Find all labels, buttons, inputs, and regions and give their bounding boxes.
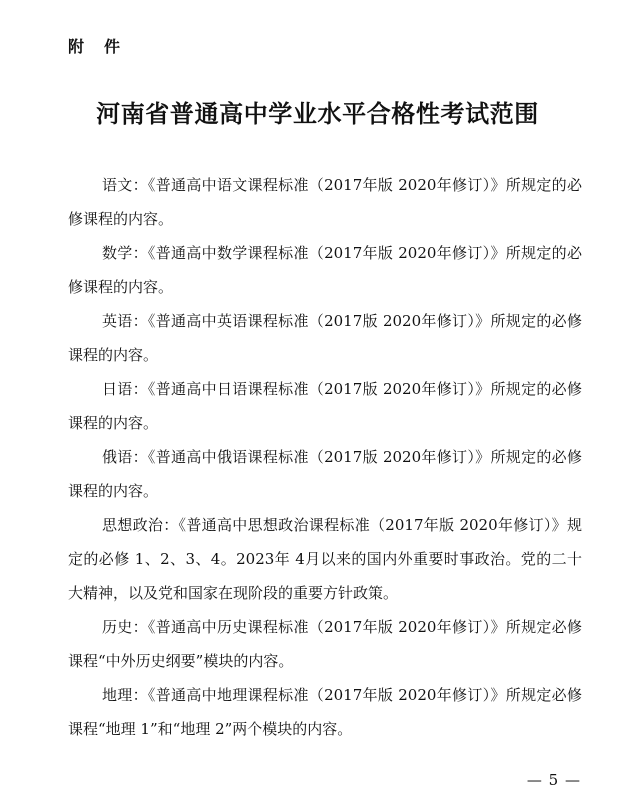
section-subject: 俄语： — [102, 448, 148, 466]
section-politics — [68, 508, 582, 610]
section-subject: 数学： — [102, 244, 148, 262]
section-text: 《普通高中地理课程标准（2017年版 2020年修订）》所规定必修课程“地理 1”和“地理 2”两个模块的内容。 — [68, 686, 582, 738]
section-subject: 日语： — [102, 380, 148, 398]
section-russian — [68, 440, 582, 508]
section-text: 《普通高中历史课程标准（2017年版 2020年修订）》所规定必修课程“中外历史纲要”模块的内容。 — [68, 618, 582, 670]
section-history — [68, 610, 582, 678]
section-text: 《普通高中俄语课程标准（2017版 2020年修订）》所规定的必修课程的内容。 — [68, 448, 582, 500]
section-subject: 英语： — [102, 312, 148, 330]
page-number: — 5 — — [526, 771, 581, 789]
section-geography — [68, 678, 582, 746]
document-title: 河南省普通高中学业水平合格性考试范围 — [96, 100, 539, 128]
section-subject: 思想政治： — [102, 516, 179, 534]
section-text: 《普通高中语文课程标准（2017年版 2020年修订）》所规定的必修课程的内容。 — [68, 176, 582, 228]
section-subject: 语文： — [102, 176, 148, 194]
section-text: 《普通高中日语课程标准（2017版 2020年修订）》所规定的必修课程的内容。 — [68, 380, 582, 432]
section-text: 《普通高中思想政治课程标准（2017年版 2020年修订）》规定的必修 1、2、3、4。2023年 4月以来的国内外重要时事政治。党的二十大精神，以及党和国家在现阶段的重要方针政策。 — [68, 516, 582, 602]
document-body — [68, 168, 582, 746]
section-chinese — [68, 168, 582, 236]
section-math — [68, 236, 582, 304]
section-japanese — [68, 372, 582, 440]
attachment-label: 附 件 — [68, 37, 123, 56]
section-text: 《普通高中数学课程标准（2017年版 2020年修订）》所规定的必修课程的内容。 — [68, 244, 582, 296]
section-subject: 历史： — [102, 618, 148, 636]
section-subject: 地理： — [102, 686, 148, 704]
section-text: 《普通高中英语课程标准（2017版 2020年修订）》所规定的必修课程的内容。 — [68, 312, 582, 364]
section-english — [68, 304, 582, 372]
